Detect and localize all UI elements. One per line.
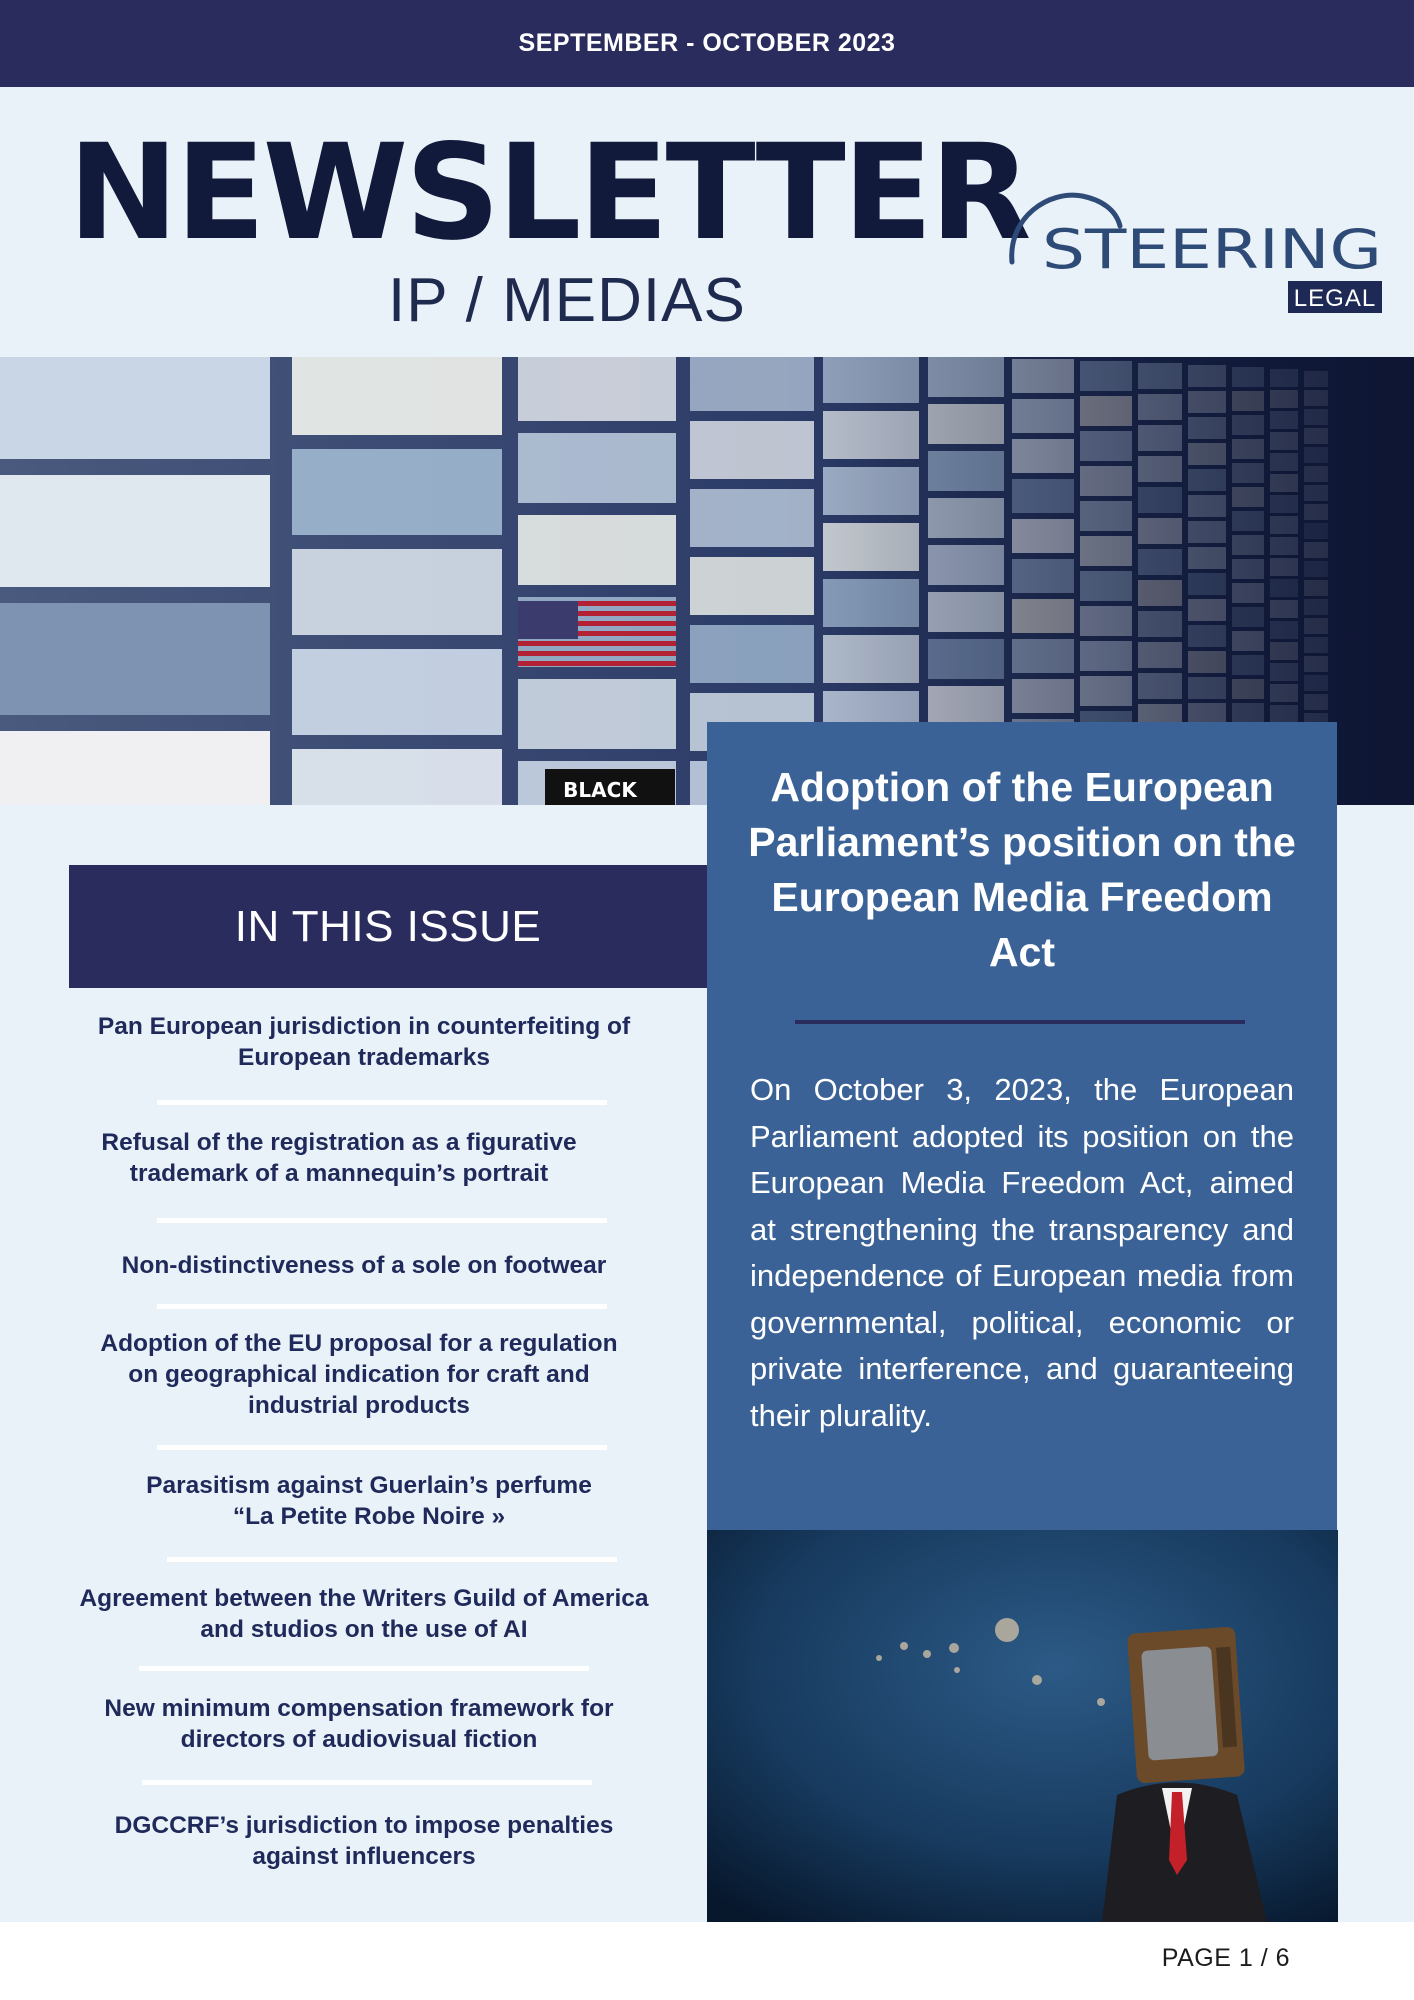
video-tile [0, 731, 270, 805]
video-tile [518, 515, 676, 585]
toc-divider [157, 1445, 607, 1450]
video-tile [292, 749, 502, 805]
toc-divider [142, 1780, 592, 1785]
video-tile [292, 649, 502, 735]
date-bar [0, 0, 1414, 87]
toc-divider [157, 1100, 607, 1105]
toc-divider [157, 1218, 607, 1223]
logo-tag: LEGAL [1293, 285, 1377, 312]
toc-item[interactable]: Pan European jurisdiction in counterfeiting of European trademarks [97, 1013, 631, 1071]
feature-title: Adoption of the European Parliament’s position on the European Media Freedom Act [748, 764, 1296, 975]
toc-item[interactable]: Refusal of the registration as a figurative trademark of a mannequin’s portrait [101, 1129, 577, 1187]
newsletter-subtitle: IP / MEDIAS [388, 266, 746, 335]
toc-item[interactable]: New minimum compensation framework for directors of audiovisual fiction [104, 1695, 614, 1753]
toc-divider [139, 1666, 589, 1671]
video-tile [690, 357, 814, 411]
video-tile [690, 489, 814, 547]
feature-article [707, 722, 1337, 1530]
video-tile [0, 475, 270, 587]
logo-wordmark: STEERING [1042, 218, 1382, 281]
toc-item[interactable]: Parasitism against Guerlain’s perfume “La Petite Robe Noire » [146, 1472, 592, 1530]
video-tile [0, 603, 270, 715]
newsletter-title: NEWSLETTER [68, 116, 1029, 270]
feature-body: On October 3, 2023, the European Parliament adopted its position on the European Media Freedom Act, aimed at strengthening the transparency and independence of European media from governmental, political, economic or private interference, and guaranteeing their plurality. [750, 1072, 1294, 1433]
video-tile [518, 357, 676, 421]
toc-item[interactable]: DGCCRF’s jurisdiction to impose penalties against influencers [114, 1812, 614, 1870]
in-this-issue-label: IN THIS ISSUE [234, 901, 542, 951]
tv-head-man-photo [707, 1530, 1338, 1922]
video-tile [0, 357, 270, 459]
toc-divider [167, 1557, 617, 1562]
video-tile [690, 421, 814, 479]
video-tile [292, 357, 502, 435]
steering-legal-logo [1004, 182, 1384, 332]
svg-text:BLACK: BLACK [563, 778, 637, 802]
toc-item[interactable]: Non-distinctiveness of a sole on footwear [121, 1252, 607, 1279]
in-this-issue-heading [69, 865, 707, 988]
toc-item[interactable]: Agreement between the Writers Guild of America and studios on the use of AI [79, 1585, 649, 1643]
video-tile [690, 557, 814, 615]
video-tile [292, 449, 502, 535]
toc-divider [157, 1304, 607, 1309]
masthead [0, 87, 1414, 357]
video-tile [292, 549, 502, 635]
video-tile [518, 679, 676, 749]
feature-divider [795, 1020, 1245, 1024]
issue-date-range: SEPTEMBER - OCTOBER 2023 [518, 29, 896, 57]
poster-black [545, 769, 675, 805]
video-tile [690, 625, 814, 683]
toc-item[interactable]: Adoption of the EU proposal for a regulation on geographical indication for craft and industrial products [100, 1330, 618, 1419]
video-tile [518, 433, 676, 503]
page-number: PAGE 1 / 6 [1161, 1944, 1290, 1972]
